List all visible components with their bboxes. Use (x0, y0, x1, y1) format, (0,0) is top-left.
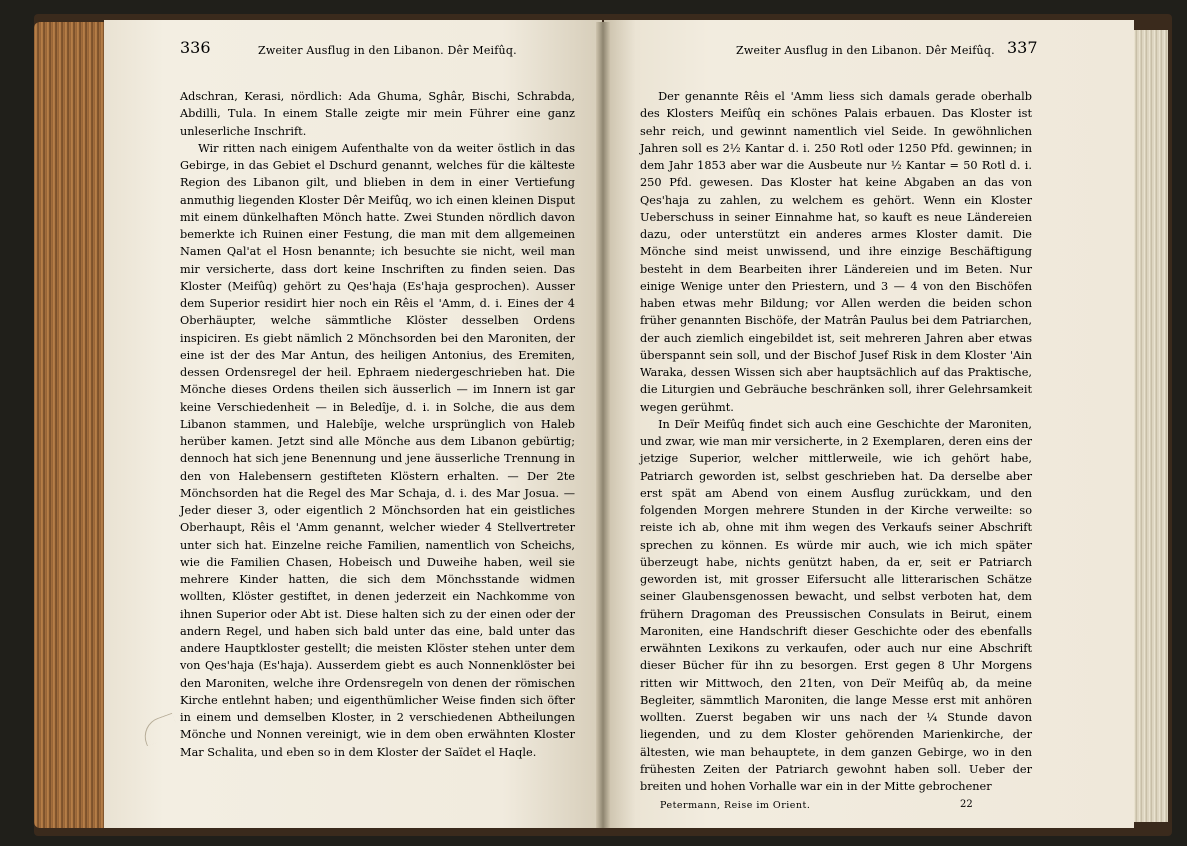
right-running-head: Zweiter Ausflug in den Libanon. Dêr Meifûq. (736, 44, 995, 57)
signature-mark: 22 (960, 799, 973, 810)
left-page-body (180, 88, 575, 761)
right-page-edges (1128, 30, 1168, 822)
footer-author: Petermann, Reise im Orient. (660, 800, 811, 811)
left-running-head: Zweiter Ausflug in den Libanon. Dêr Meifûq. (258, 44, 517, 57)
right-page-body (640, 88, 1032, 795)
right-page-number: 337 (1007, 38, 1038, 57)
left-paragraph-1: Adschran, Kerasi, nördlich: Ada Ghuma, Sghâr, Bischi, Schrabda, Abdilli, Tula. In einem Stalle zeigte mir mein Führer eine ganz unleserliche Inschrift. (180, 90, 575, 138)
right-paragraph-2: In Deïr Meifûq findet sich auch eine Geschichte der Maroniten, und zwar, wie man mir versicherte, in 2 Exemplaren, deren eins der jetzige Superior, welcher mittlerweile, wie ich gehört habe, Patriarch geworden ist, selbst geschrieben hat. Da derselbe aber erst spät am Abend von einem Ausflug zurückkam, und den folgenden Morgen mehrere Stunden in der Kirche verweilte: so reiste ich ab, ohne mit ihm wegen des Verkaufs seiner Abschrift sprechen zu können. Es würde mir auch, wie ich mich später überzeugt habe, nichts genützt haben, da er, seit er Patriarch geworden ist, mit grosser Eifersucht alle litterarischen Schätze seiner Glaubensgenossen bewacht, und selbst verboten hat, dem frühern Dragoman des Preussischen Consulats in Beirut, einem Maroniten, eine Handschrift dieser Geschichte oder des ebenfalls erwähnten Lexikons zu verkaufen, oder auch nur eine Abschrift dieser Bücher für ihn zu besorgen. Erst gegen 8 Uhr Morgens ritten wir Mittwoch, den 21ten, von Deïr Meifûq ab, da meine Begleiter, sämmtlich Maroniten, die lange Messe erst mit anhören wollten. Zuerst begaben wir uns nach der ¼ Stunde davon liegenden, und zu dem Kloster gehörenden Marienkirche, der ältesten, wie man behauptete, in dem ganzen Gebirge, wo in den frühesten Zeiten der Patriarch gewohnt haben soll. Ueber der breiten und hohen Vorhalle war ein in der Mitte gebrochener (640, 417, 1032, 793)
right-paragraph-1: Der genannte Rêis el 'Amm liess sich damals gerade oberhalb des Klosters Meifûq ein schönes Palais erbauen. Das Kloster ist sehr reich, und gewinnt namentlich viel Seide. In gewöhnlichen Jahren soll es 2½ Kantar d. i. 250 Rotl oder 1250 Pfd. gewinnen; in dem Jahr 1853 aber war die Ausbeute nur ½ Kantar = 50 Rotl d. i. 250 Pfd. gewesen. Das Kloster hat keine Abgaben an das von Qes'haja zu zahlen, zu welchem es gehört. Wenn ein Kloster Ueberschuss in seiner Einnahme hat, so kauft es neue Ländereien dazu, oder unterstützt ein anderes armes Kloster damit. Die Mönche sind meist unwissend, und ihre einzige Beschäftigung besteht in dem Bearbeiten ihrer Ländereien und im Beten. Nur einige Wenige unter den Priestern, und 3 — 4 von den Bischöfen haben etwas mehr Bildung; vor Allen werden die beiden schon früher genannten Bischöfe, der Matrân Paulus bei dem Patriarchen, der auch ziemlich eingebildet ist, seit mehreren Jahren aber etwas überspannt sein soll, und der Bischof Jusef Risk in dem Kloster 'Ain Waraka, dessen Wissen sich aber hauptsächlich auf das Praktische, die Liturgien und Gebräuche beschränken soll, ihrer Gelehrsamkeit wegen gerühmt. (640, 90, 1032, 414)
book-gutter (596, 22, 610, 828)
left-paragraph-2: Wir ritten nach einigem Aufenthalte von da weiter östlich in das Gebirge, in das Gebiet el Dschurd genannt, welches für die kälteste Region des Libanon gilt, und blieben in dem in einer Vertiefung anmuthig liegenden Kloster Dêr Meifûq, wo ich einen kleinen Disput mit einem dünkelhaften Mönch hatte. Zwei Stunden nördlich davon bemerkte ich Ruinen einer Festung, die man mit dem allgemeinen Namen Qal'at el Hosn benannte; ich besuchte sie nicht, weil man mir versicherte, dass dort keine Inschriften zu finden seien. Das Kloster (Meifûq) gehört zu Qes'haja (Es'haja gesprochen). Ausser dem Superior residirt hier noch ein Rêis el 'Amm, d. i. Eines der 4 Oberhäupter, welche sämmtliche Klöster desselben Ordens inspiciren. Es giebt nämlich 2 Mönchsorden bei den Maroniten, der eine ist der des Mar Antun, des heiligen Antonius, des Eremiten, dessen Ordensregel der heil. Ephraem niedergeschrieben hat. Die Mönche dieses Ordens theilen sich äusserlich — im Innern ist gar keine Verschiedenheit — in Beledîje, d. i. in Solche, die aus dem Libanon stammen, und Halebîje, welche ursprünglich von Haleb herüber kamen. Jetzt sind alle Mönche aus dem Libanon gebürtig; dennoch hat sich jene Benennung und jene äusserliche Trennung in den von Halebensern gestifteten Klöstern erhalten. — Der 2te Mönchsorden hat die Regel des Mar Schaja, d. i. des Mar Josua. — Jeder dieser 3, oder eigentlich 2 Mönchsorden hat ein geistliches Oberhaupt, Rêis el 'Amm genannt, welcher wieder 4 Stellvertreter unter sich hat. Einzelne reiche Familien, namentlich von Scheichs, wie die Familien Chasen, Hobeisch und Duweihe haben, weil sie mehrere Kinder hatten, die sich dem Mönchsstande widmen wollten, Klöster gestiftet, in denen jederzeit ein Nachkomme von ihnen Superior oder Abt ist. Diese halten sich zu der einen oder der andern Regel, und haben sich bald unter das eine, bald unter das andere Hauptkloster gestellt; die meisten Klöster stehen unter dem von Qes'haja (Es'haja). Ausserdem giebt es auch Nonnenklöster bei den Maroniten, welche ihre Ordensregeln von denen der römischen Kirche entlehnt haben; und eigenthümlicher Weise finden sich öfter in einem und demselben Kloster, in 2 verschiedenen Abtheilungen Mönche und Nonnen vereinigt, wie in dem oben erwähnten Kloster Mar Schalita, und eben so in dem Kloster der Saïdet el Haqle. (180, 141, 575, 759)
left-page-number: 336 (180, 38, 211, 57)
left-page-edges (34, 22, 106, 828)
